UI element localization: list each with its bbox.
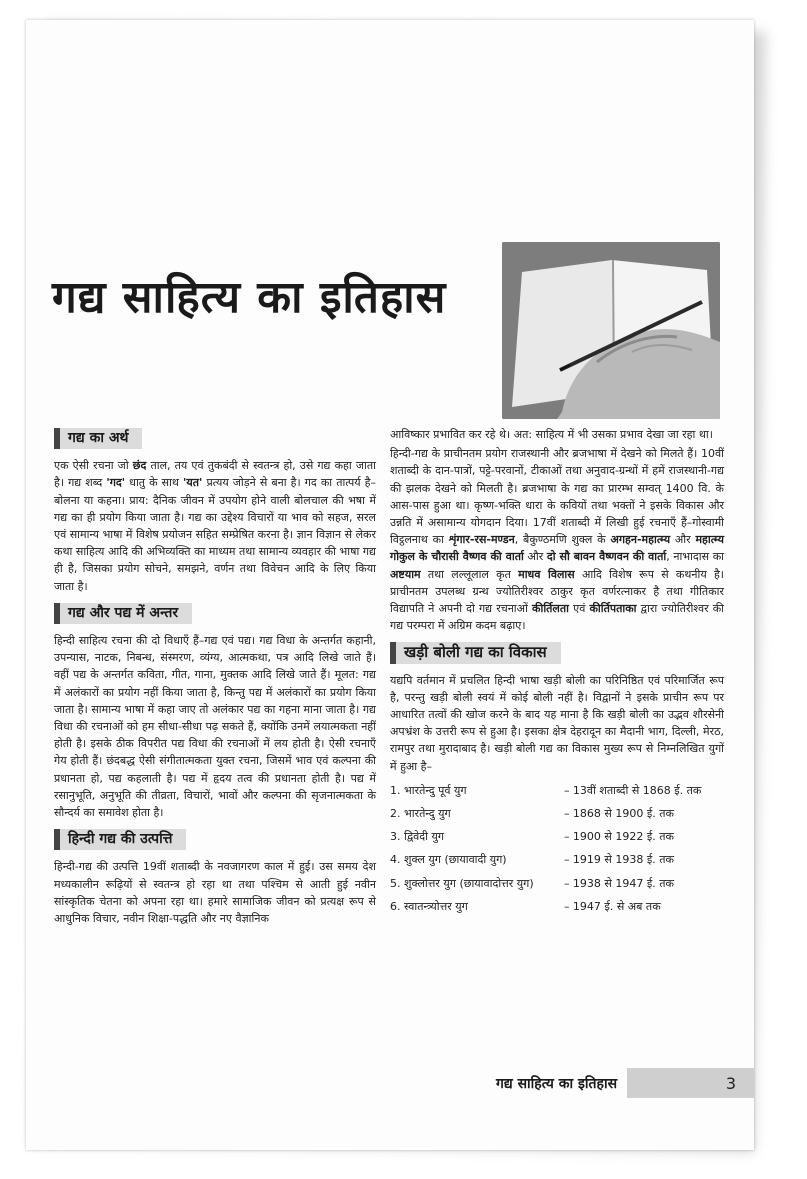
list-item: 2. भारतेन्दु युग – 1868 से 1900 ई. तक — [390, 807, 674, 821]
footer-title: गद्य साहित्य का इतिहास — [496, 1075, 618, 1092]
left-column — [54, 422, 376, 929]
section-heading-meaning: गद्य का अर्थ — [54, 428, 142, 449]
page-title: गद्य साहित्य का इतिहास — [52, 272, 447, 323]
paragraph-origin-continued: आविष्कार प्रभावित कर रहे थे। अत: साहित्य में भी उसका प्रभाव देखा जा रहा था। — [390, 428, 713, 441]
section-heading-origin: हिन्दी गद्य की उत्पत्ति — [54, 829, 186, 850]
hand-with-pen-illustration — [502, 242, 720, 419]
page-number: 3 — [627, 1068, 754, 1098]
paragraph-meaning: एक ऐसी रचना जो छंद ताल, तय एवं तुकबंदी से स्वतन्त्र हो, उसे गद्य कहा जाता है। गद्य शब्द 'गद' धातु के साथ 'यत' प्रत्यय जोड़ने से बना है। गद का तात्पर्य है–बोलना या कहना। प्राय: दैनिक जीवन में उपयोग होने वाली बोलचाल की भषा में गद्य का ही प्रयोग किया जाता है। गद्य का उद्देश्य विचारों या भाव को सहज, सरल एवं सामान्य भाषा में विशेष प्रयोजन सहित सम्प्रेषित करना है। ज्ञान विज्ञान से लेकर कथा साहित्य आदि की अभिव्यक्ति का माध्यम तथा सामान्य व्यवहार की भाषा गद्य ही है, जिसका प्रयोग सोचने, समझने, वर्णन तथा विवेचन आदि के लिए किया जाता है। — [54, 459, 376, 593]
section-heading-difference: गद्य और पद्य में अन्तर — [54, 603, 192, 624]
list-item: 4. शुक्ल युग (छायावादी युग) – 1919 से 1938 ई. तक — [390, 853, 674, 867]
page-footer — [496, 1068, 754, 1098]
paragraph-khadi-boli: यद्यपि वर्तमान में प्रचलित हिन्दी भाषा खड़ी बोली का परिनिष्ठित एवं परिमार्जित रूप है, परन्तु खड़ी बोली स्वयं में कोई बोली नहीं है। विद्वानों ने इसके प्राचीन रूप पर आधारित तत्वों की खोज करने के बाद यह माना है कि खड़ी बोली का उद्भव शौरसेनी अपभ्रंश के उत्तरी रूप से हुआ है। इसका क्षेत्र देहरादून का मैदानी भाग, दिल्ली, मेरठ, रामपुर तथा मुरादाबाद है। खड़ी बोली गद्य का विकास मुख्य रूप से निम्नलिखित युगों में हुआ है– — [390, 673, 724, 773]
list-item: 6. स्वातन्त्र्योत्तर युग – 1947 ई. से अब तक — [390, 899, 661, 913]
era-list — [390, 779, 724, 918]
paragraph-early-prose: हिन्दी-गद्य के प्राचीनतम प्रयोग राजस्थानी और ब्रजभाषा में देखने को मिलते हैं। 10वीं शताब्दी के दान-पात्रों, पट्टे-परवानों, टीकाओं तथा अनुवाद-ग्रन्थों में हमें राजस्थानी-गद्य की झलक देखने को मिलती है। ब्रजभाषा के गद्य का प्रारम्भ सम्वत् 1400 वि. के आस-पास हुआ था। कृष्ण-भक्ति धारा के कवियों तथा भक्तों ने इसके विकास और उन्नति में असामान्य योगदान दिया। 17वीं शताब्दी में लिखी हुई रचनाएँ हैं–गोस्वामी विट्ठलनाथ का शृंगार-रस-मण्डन, बैकुण्ठमणि शुक्ल के अगहन-महात्म्य और महात्म्य गोकुल के चौरासी वैष्णव की वार्ता और दो सौ बावन वैष्णवन की वार्ता, नाभादास का अष्टयाम तथा लल्लूलाल कृत माधव विलास आदि विशेष रूप से कथनीय है। प्राचीनतम उपलब्ध ग्रन्थ ज्योतिरीश्वर ठाकुर कृत वर्णरत्नाकर है तथा गीतिकार विद्यापति ने अपनी दो गद्य रचनाओं कीर्तिलता एवं कीर्तिपताका द्वारा ज्योतिरीश्वर की गद्य परम्परा में अग्रिम कदम बढ़ाए। — [390, 447, 724, 633]
list-item: 5. शुक्लोत्तर युग (छायावादोत्तर युग) – 1938 से 1947 ई. तक — [390, 876, 674, 890]
paragraph-origin: हिन्दी-गद्य की उत्पत्ति 19वीं शताब्दी के नवजागरण काल में हुई। उस समय देश मध्यकालीन रूढ़ियों से स्वतन्त्र हो रहा था तथा पश्चिम से आती हुई नवीन सांस्कृतिक चेतना को अपना रहा था। हमारे सामाजिक जीवन को प्रत्यक्ष रूप से आधुनिक विचार, नवीन शिक्षा-पद्धति और नए वैज्ञानिक — [54, 860, 376, 926]
section-heading-khadi-boli: खड़ी बोली गद्य का विकास — [390, 642, 561, 663]
list-item: 3. द्विवेदी युग – 1900 से 1922 ई. तक — [390, 830, 674, 844]
list-item: 1. भारतेन्दु पूर्व युग – 13वीं शताब्दी से 1868 ई. तक — [390, 783, 702, 797]
paragraph-difference: हिन्दी साहित्य रचना की दो विधाएँ हैं–गद्य एवं पद्य। गद्य विधा के अन्तर्गत कहानी, उपन्यास, नाटक, निबन्ध, संस्मरण, व्यंग्य, आत्मकथा, पत्र आदि लिखे जाते हैं। वहीं पद्य के अन्तर्गत कविता, गीत, गाना, मुक्तक आदि लिखे जाते हैं। मूलत: गद्य में अलंकारों का प्रयोग नहीं किया जाता है, किन्तु पद्य में अलंकारों का प्रयोग किया जाता है। सामान्य भाषा में कहा जाए तो अलंकार पद्य का गहना माना जाता है। गद्य विधा की रचनाओं को हम सीधा-सीधा पढ़ सकते हैं, क्योंकि उनमें लयात्मकता नहीं होती है। इसके ठीक विपरीत पद्य विधा की रचनाओं में लय होती है। ऐसी रचनाएँ गेय होती हैं। छंदबद्ध ऐसी संगीतात्मकता युक्त रचना, जिसमें भाव एवं कल्पना की प्रधानता हो, पद्य कहलाती है। पद्य में हृदय तत्व की प्रधानता होती है। पद्य में रसानुभूति, अनुभूति की तीव्रता, विचारों, भावों और कल्पना की सृजनात्मकता के सौन्दर्य का समावेश होता है। — [54, 634, 376, 820]
hand-writing-photo — [502, 242, 720, 419]
book-page — [26, 20, 754, 1150]
right-column — [390, 426, 724, 918]
